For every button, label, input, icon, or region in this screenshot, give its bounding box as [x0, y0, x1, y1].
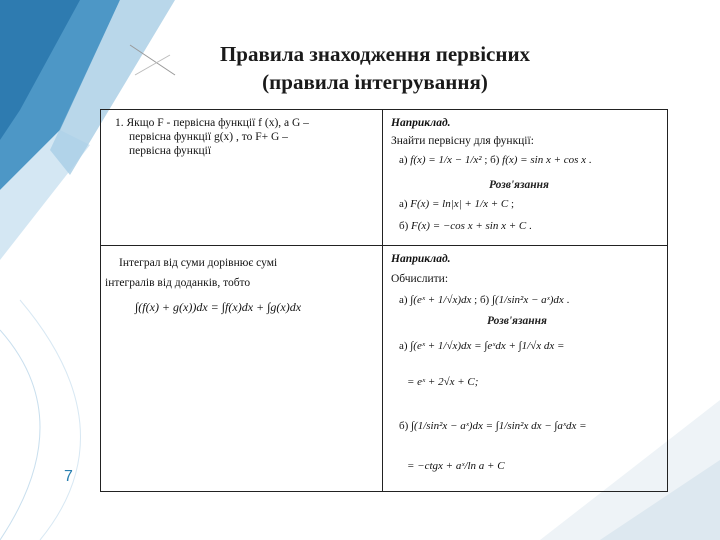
example1-solution-label: Розв'язання — [489, 179, 549, 191]
example1-heading: Наприклад. — [391, 117, 451, 129]
example1-ans-a-end: ; — [511, 198, 515, 210]
rule1-line-1: 1. Якщо F - первісна функції f (x), а G – — [115, 117, 309, 129]
example2-sol-a-line2: = eˣ + 2√x + C; — [407, 376, 479, 388]
example1-a-label: а) — [399, 154, 408, 166]
example2-a-label: а) — [399, 294, 408, 306]
example1-ans-a-label: а) — [399, 198, 408, 210]
example2-sol-b-label: б) — [399, 420, 409, 432]
example2-b-label: ; б) — [474, 294, 490, 306]
example2-task: Обчислити: — [391, 273, 449, 285]
slide-title — [140, 40, 610, 96]
example2-int-b: ∫(1/sin²x − aˣ)dx — [491, 294, 564, 306]
example2-heading: Наприклад. — [391, 253, 451, 265]
example2-int-a: ∫(eˣ + 1/√x)dx — [410, 294, 472, 306]
rules-table — [100, 109, 668, 492]
example2-dot: . — [566, 294, 570, 306]
example1-ans-a: F(x) = ln|x| + 1/x + C — [410, 198, 509, 210]
example1-task: Знайти первісну для функції: — [391, 135, 534, 147]
rule2-line-1: Інтеграл від суми дорівнює сумі — [119, 257, 278, 269]
page-number: 7 — [64, 468, 73, 485]
example1-ans-b-end: . — [529, 220, 532, 232]
example2-sol-a-line1: ∫(eˣ + 1/√x)dx = ∫eˣdx + ∫1/√x dx = — [410, 340, 565, 352]
example1 — [391, 116, 661, 148]
rule2-text — [105, 256, 377, 290]
example2-solution-label: Розв'язання — [487, 315, 547, 327]
example2-solution-b — [399, 420, 587, 432]
rule2-line-2: інтегралів від доданків, тобто — [105, 277, 251, 289]
rule2-formula: ∫(f(x) + g(x))dx = ∫f(x)dx + ∫g(x)dx — [135, 300, 302, 314]
example1-answer-a — [399, 198, 514, 210]
example1-answer-b — [399, 220, 532, 232]
example1-ans-b-label: б) — [399, 220, 409, 232]
title-line-2: (правила інтегрування) — [262, 70, 488, 94]
example1-func-b: f(x) = sin x + cos x — [502, 154, 587, 166]
table-divider-horizontal — [101, 245, 667, 246]
example2-sol-b-line1: ∫(1/sin²x − aˣ)dx = ∫1/sin²x dx − ∫aˣdx = — [411, 420, 587, 432]
example2-sol-b-line2: = −ctgx + aˣ/ln a + C — [407, 460, 505, 472]
rule1-line-3: первісна функції — [129, 145, 212, 157]
example2-integrals — [399, 294, 569, 306]
example2 — [391, 252, 661, 286]
rule1-line-2: первісна функції g(x) , то F+ G – — [129, 131, 288, 143]
rule1-text — [115, 116, 375, 158]
table-divider-vertical — [382, 110, 383, 491]
example2-sol-a-label: а) — [399, 340, 408, 352]
example1-b-label: ; б) — [484, 154, 500, 166]
example1-functions — [399, 154, 592, 166]
example1-dot: . — [588, 154, 592, 166]
example1-ans-b: F(x) = −cos x + sin x + C — [411, 220, 527, 232]
example2-solution-a — [399, 340, 564, 352]
title-line-1: Правила знаходження первісних — [219, 42, 531, 66]
example1-func-a: f(x) = 1/x − 1/x² — [410, 154, 482, 166]
